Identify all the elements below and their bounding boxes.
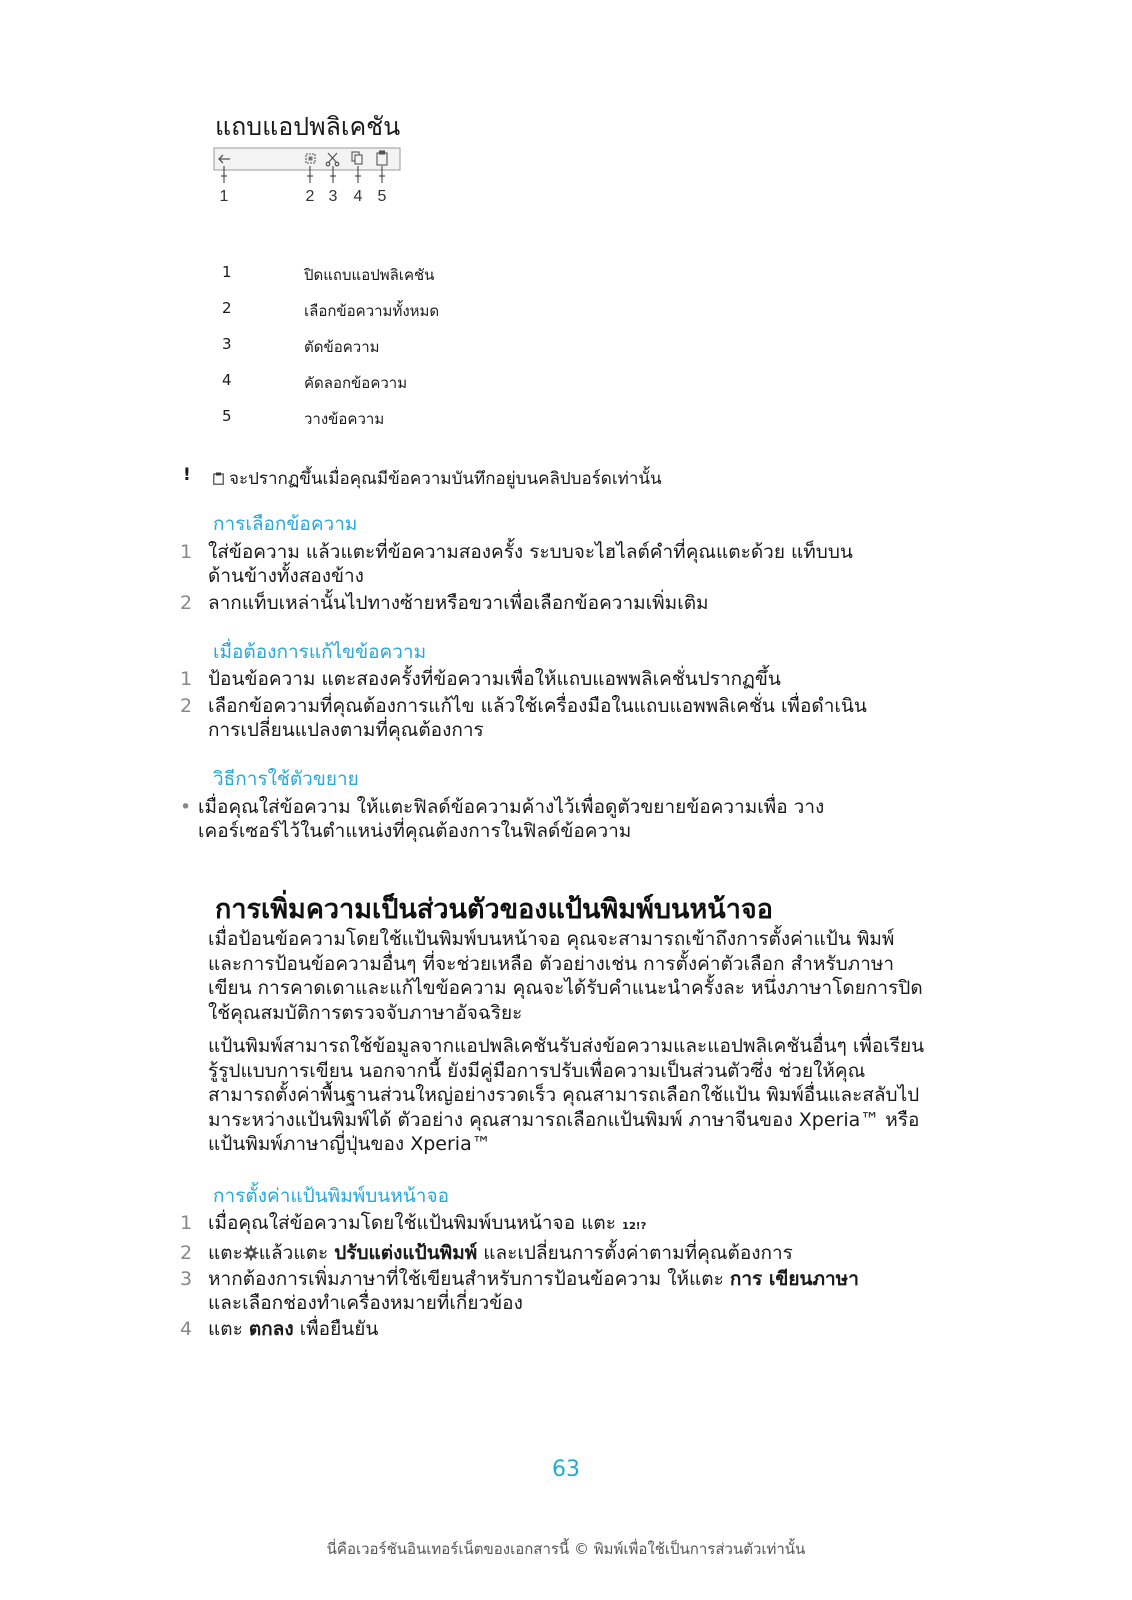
step-item bbox=[180, 667, 880, 691]
legend-number: 3 bbox=[222, 335, 232, 353]
step-text: ลากแท็บเหล่านั้นไปทางซ้ายหรือขวาเพื่อเลือกข้อความเพิ่มเติม bbox=[208, 592, 709, 614]
legend-number: 4 bbox=[222, 371, 232, 389]
app-bar-diagram bbox=[213, 146, 403, 210]
legend-table bbox=[222, 263, 622, 443]
step-item bbox=[180, 694, 880, 742]
warning-mark: ! bbox=[183, 465, 191, 485]
writing-language-label: การ เขียนภาษา bbox=[729, 1268, 859, 1290]
step-text: ป้อนข้อความ แตะสองครั้งที่ข้อความเพื่อให้แถบแอพพลิเคชั่นปรากฏขึ้น bbox=[208, 668, 781, 690]
legend-row bbox=[222, 263, 622, 299]
step-number: 2 bbox=[180, 592, 193, 614]
magnifier-bullet bbox=[180, 795, 880, 843]
legend-row bbox=[222, 335, 622, 371]
bullet-mark: • bbox=[180, 796, 192, 818]
personalize-paragraph-2: แป้นพิมพ์สามารถใช้ข้อมูลจากแอปพลิเคชันรับส่งข้อความและแอปพลิเคชันอื่นๆ เพื่อเรียนรู้รูปแบบการเขียน นอกจากนี้ ยังมีคู่มือการปรับเพื่อความเป็นส่วนตัวซึ่ง ช่วยให้คุณสามารถตั้งค่าพื้นฐานส่วนใหญ่อย่างรวดเร็ว คุณสามารถเลือกใช้แป้น พิมพ์อื่นและสลับไปมาระหว่างแป้นพิมพ์ได้ ตัวอย่าง คุณสามารถเลือกแป้นพิมพ์ ภาษาจีนของ Xperia™ หรือแป้นพิมพ์ภาษาญี่ปุ่นของ Xperia™ bbox=[208, 1035, 925, 1155]
symbols-key-icon: 12!? bbox=[621, 1221, 647, 1232]
select-text-title: การเลือกข้อความ bbox=[213, 513, 358, 535]
step-text: ใส่ข้อความ แล้วแตะที่ข้อความสองครั้ง ระบบจะไฮไลต์คำที่คุณแตะด้วย แท็บบนด้านข้างทั้งสองข้าง bbox=[208, 541, 853, 587]
legend-text: คัดลอกข้อความ bbox=[304, 374, 408, 392]
legend-text: เลือกข้อความทั้งหมด bbox=[304, 302, 440, 320]
clipboard-note bbox=[183, 465, 943, 492]
callout-4: 4 bbox=[353, 188, 363, 205]
step-item bbox=[180, 591, 880, 615]
step-number: 1 bbox=[180, 668, 193, 690]
callout-2: 2 bbox=[305, 188, 315, 205]
legend-row bbox=[222, 299, 622, 335]
step-item: 2 แตะ แล้วแตะ ปรับแต่งแป้นพิมพ์ และเปลี่ยนการตั้งค่าตามที่คุณต้องการ bbox=[180, 1242, 793, 1264]
step-item: 4 แตะ ตกลง เพื่อยืนยัน bbox=[180, 1318, 379, 1340]
customize-keyboard-label: ปรับแต่งแป้นพิมพ์ bbox=[334, 1242, 478, 1264]
keyboard-personalize-title: การเพิ่มความเป็นส่วนตัวของแป้นพิมพ์บนหน้าจอ bbox=[215, 894, 773, 925]
ok-label: ตกลง bbox=[248, 1318, 294, 1340]
legend-text: ปิดแถบแอปพลิเคชัน bbox=[304, 266, 435, 284]
keyboard-settings-steps bbox=[180, 1211, 880, 1341]
edit-text-title: เมื่อต้องการแก้ไขข้อความ bbox=[213, 641, 427, 663]
step-number: 2 bbox=[180, 1242, 193, 1264]
step-item bbox=[180, 1211, 880, 1239]
legend-text: วางข้อความ bbox=[304, 410, 385, 428]
step-item bbox=[180, 540, 880, 588]
callout-3: 3 bbox=[328, 188, 338, 205]
footer-note: นี่คือเวอร์ชันอินเทอร์เน็ตของเอกสารนี้ © พิมพ์เพื่อใช้เป็นการส่วนตัวเท่านั้น bbox=[326, 1540, 806, 1558]
legend-number: 2 bbox=[222, 299, 232, 317]
step-item: 3 หากต้องการเพิ่มภาษาที่ใช้เขียนสำหรับการป้อนข้อความ ให้แตะ การ เขียนภาษา และเลือกช่องทำเครื่องหมายที่เกี่ยวข้อง bbox=[180, 1268, 859, 1314]
callout-5: 5 bbox=[377, 188, 387, 205]
step-number: 1 bbox=[180, 1212, 193, 1234]
step-number: 4 bbox=[180, 1318, 193, 1340]
page-number: 63 bbox=[552, 1457, 580, 1482]
keyboard-settings-title: การตั้งค่าแป้นพิมพ์บนหน้าจอ bbox=[213, 1185, 450, 1207]
personalize-paragraph-1: เมื่อป้อนข้อความโดยใช้แป้นพิมพ์บนหน้าจอ คุณจะสามารถเข้าถึงการตั้งค่าแป้น พิมพ์และการป้อนข้อความอื่นๆ ที่จะช่วยเหลือ ตัวอย่างเช่น การตั้งค่าตัวเลือก สำหรับภาษาเขียน การคาดเดาและแก้ไขข้อความ คุณจะได้รับคำแนะนำครั้งละ หนึ่งภาษาโดยการปิดใช้คุณสมบัติการตรวจจับภาษาอัจฉริยะ bbox=[208, 928, 923, 1024]
gear-icon bbox=[243, 1245, 259, 1261]
edit-text-steps bbox=[180, 667, 880, 742]
clipboard-icon bbox=[213, 472, 224, 485]
step-number: 3 bbox=[180, 1268, 193, 1290]
app-bar-figure bbox=[213, 146, 403, 210]
legend-number: 1 bbox=[222, 263, 232, 281]
legend-row bbox=[222, 407, 622, 443]
legend-row bbox=[222, 371, 622, 407]
legend-text: ตัดข้อความ bbox=[304, 338, 380, 356]
step-text: เลือกข้อความที่คุณต้องการแก้ไข แล้วใช้เครื่องมือในแถบแอพพลิเคชั่น เพื่อดำเนินการเปลี่ยนแปลงตามที่คุณต้องการ bbox=[208, 695, 867, 741]
magnifier-title: วิธีการใช้ตัวขยาย bbox=[213, 768, 359, 790]
callout-1: 1 bbox=[219, 188, 229, 205]
select-text-steps bbox=[180, 540, 880, 615]
bullet-text: เมื่อคุณใส่ข้อความ ให้แตะฟิลด์ข้อความค้างไว้เพื่อดูตัวขยายข้อความเพื่อ วางเคอร์เซอร์ไว้ในตำแหน่งที่คุณต้องการในฟิลด์ข้อความ bbox=[198, 796, 825, 842]
legend-number: 5 bbox=[222, 407, 232, 425]
note-text: จะปรากฏขึ้นเมื่อคุณมีข้อความบันทึกอยู่บนคลิปบอร์ดเท่านั้น bbox=[229, 469, 662, 489]
step-number: 1 bbox=[180, 541, 193, 563]
step-number: 2 bbox=[180, 695, 193, 717]
step-text: เมื่อคุณใส่ข้อความโดยใช้แป้นพิมพ์บนหน้าจอ แตะ bbox=[208, 1212, 616, 1234]
section-heading: แถบแอปพลิเคชัน bbox=[215, 112, 401, 141]
